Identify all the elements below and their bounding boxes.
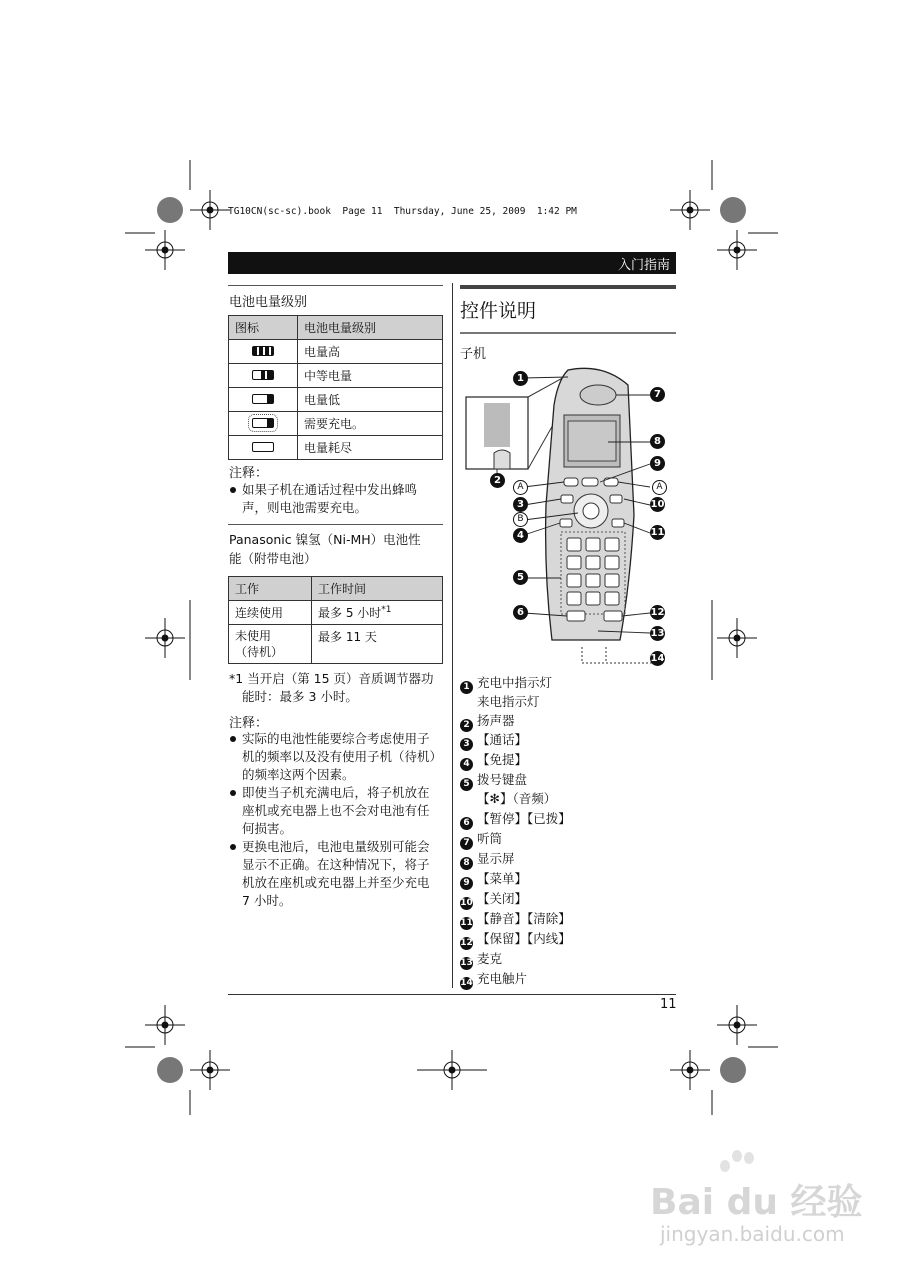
note2-item: 即使当子机充满电后，将子机放在座机或充电器上也不会对电池有任何损害。 bbox=[229, 784, 439, 838]
footnote-line2: 能时：最多 3 小时。 bbox=[242, 689, 358, 704]
battery-full-icon bbox=[252, 346, 274, 356]
callout-10: 10 bbox=[650, 499, 665, 510]
perf-heading-line2: 能（附带电池） bbox=[229, 551, 317, 566]
callout-4: 4 bbox=[513, 528, 528, 543]
perf-row2-time: 最多 11 天 bbox=[312, 625, 443, 664]
legend-item: 14 充电触片 bbox=[460, 971, 528, 988]
note2-item: 实际的电池性能要综合考虑使用子机的频率以及没有使用子机（待机）的频率这两个因素。 bbox=[229, 730, 439, 784]
battery-charge-needed-icon bbox=[252, 418, 274, 428]
note1-label: 注释： bbox=[229, 466, 269, 481]
footnote bbox=[229, 670, 434, 706]
perf-row2-op-a: 未使用 bbox=[235, 629, 272, 643]
perf-row1-op: 连续使用 bbox=[229, 601, 312, 625]
callout-a-right: A bbox=[652, 480, 667, 495]
footnote-mark: *1 bbox=[229, 671, 244, 686]
callout-a-left: A bbox=[513, 480, 528, 495]
callout-9: 9 bbox=[650, 456, 665, 471]
battery-performance-table bbox=[228, 576, 443, 664]
callout-1: 1 bbox=[513, 371, 528, 386]
divider-top-left bbox=[228, 285, 443, 286]
legend-item: 9 【菜单】 bbox=[460, 869, 527, 888]
perf-heading bbox=[229, 530, 421, 568]
perf-row1-time-text: 最多 5 小时 bbox=[318, 606, 382, 620]
controls-subtitle: 子机 bbox=[460, 347, 487, 362]
legend-item: 10 【关闭】 bbox=[460, 891, 528, 908]
perf-col-operation: 工作 bbox=[229, 577, 312, 601]
battery-low-icon bbox=[252, 394, 274, 404]
battery-col-level: 电池电量级别 bbox=[298, 316, 443, 340]
callout-8: 8 bbox=[650, 434, 665, 449]
watermark-url: jingyan.baidu.com bbox=[660, 1222, 845, 1246]
callout-3: 3 bbox=[513, 497, 528, 512]
battery-level-heading: 电池电量级别 bbox=[229, 295, 308, 310]
callout-11: 11 bbox=[650, 527, 665, 538]
battery-row-text: 电量低 bbox=[298, 388, 443, 412]
handset-illustration bbox=[458, 365, 678, 670]
legend-item: 4 【免提】 bbox=[460, 750, 527, 769]
callout-2: 2 bbox=[490, 473, 505, 488]
perf-row1-time bbox=[312, 601, 443, 625]
battery-col-icon: 图标 bbox=[229, 316, 298, 340]
callout-13: 13 bbox=[650, 628, 665, 639]
legend-item: 1 充电中指示灯 bbox=[460, 673, 552, 692]
callout-12: 12 bbox=[650, 607, 665, 618]
controls-title: 控件说明 bbox=[460, 300, 537, 322]
note2-item: 更换电池后，电池电量级别可能会显示不正确。在这种情况下，将子机放在座机或充电器上并至少充电 7 小时。 bbox=[229, 838, 439, 910]
perf-heading-line1: Panasonic 镍氢（Ni-MH）电池性 bbox=[229, 532, 421, 547]
perf-row1-sup: *1 bbox=[381, 605, 392, 615]
legend-item: 来电指示灯 bbox=[477, 694, 540, 709]
battery-row-text: 电量高 bbox=[298, 340, 443, 364]
legend-item: 5 拨号键盘 bbox=[460, 770, 527, 789]
legend-item: 2 扬声器 bbox=[460, 711, 515, 730]
battery-row-text: 中等电量 bbox=[298, 364, 443, 388]
callout-14: 14 bbox=[650, 653, 665, 664]
footer-rule bbox=[228, 994, 676, 995]
battery-level-table bbox=[228, 315, 443, 460]
divider-perf bbox=[228, 524, 443, 525]
legend-item: 8 显示屏 bbox=[460, 849, 515, 868]
callout-5: 5 bbox=[513, 570, 528, 585]
note2-label: 注释： bbox=[229, 716, 269, 731]
baidu-watermark bbox=[640, 1150, 870, 1250]
section-title: 入门指南 bbox=[617, 258, 670, 273]
legend-item: 7 听筒 bbox=[460, 829, 502, 848]
legend-item: 3 【通话】 bbox=[460, 730, 527, 749]
footnote-line1: 当开启（第 15 页）音质调节器功 bbox=[247, 671, 434, 686]
divider-controls-top bbox=[460, 285, 676, 289]
watermark-brand: Bai du 经验 bbox=[650, 1182, 863, 1223]
perf-col-time: 工作时间 bbox=[312, 577, 443, 601]
battery-empty-icon bbox=[252, 442, 274, 452]
legend-item: 【✻】（音频） bbox=[477, 791, 557, 806]
battery-row-text: 电量耗尽 bbox=[298, 436, 443, 460]
perf-row2-op bbox=[229, 625, 312, 664]
note2-list bbox=[229, 730, 439, 910]
divider-controls-bottom bbox=[460, 332, 676, 334]
callout-7: 7 bbox=[650, 387, 665, 402]
note1-item: 如果子机在通话过程中发出蜂鸣声，则电池需要充电。 bbox=[229, 481, 439, 517]
note1-list bbox=[229, 481, 439, 517]
section-header-bar bbox=[228, 252, 676, 274]
file-header: TG10CN(sc-sc).book Page 11 Thursday, June 25, 2009 1:42 PM bbox=[228, 206, 577, 217]
callout-6: 6 bbox=[513, 605, 528, 620]
legend-item: 6 【暂停】【已拨】 bbox=[460, 809, 571, 828]
battery-medium-icon bbox=[252, 370, 274, 380]
legend-item: 12 【保留】【内线】 bbox=[460, 931, 571, 948]
callout-b: B bbox=[513, 512, 528, 527]
battery-row-text: 需要充电。 bbox=[298, 412, 443, 436]
legend-item: 11 【静音】【清除】 bbox=[460, 911, 571, 928]
column-divider bbox=[452, 283, 453, 988]
legend-item: 13 麦克 bbox=[460, 951, 503, 968]
perf-row2-op-b: （待机） bbox=[235, 645, 284, 659]
page-number: 11 bbox=[660, 997, 677, 1012]
